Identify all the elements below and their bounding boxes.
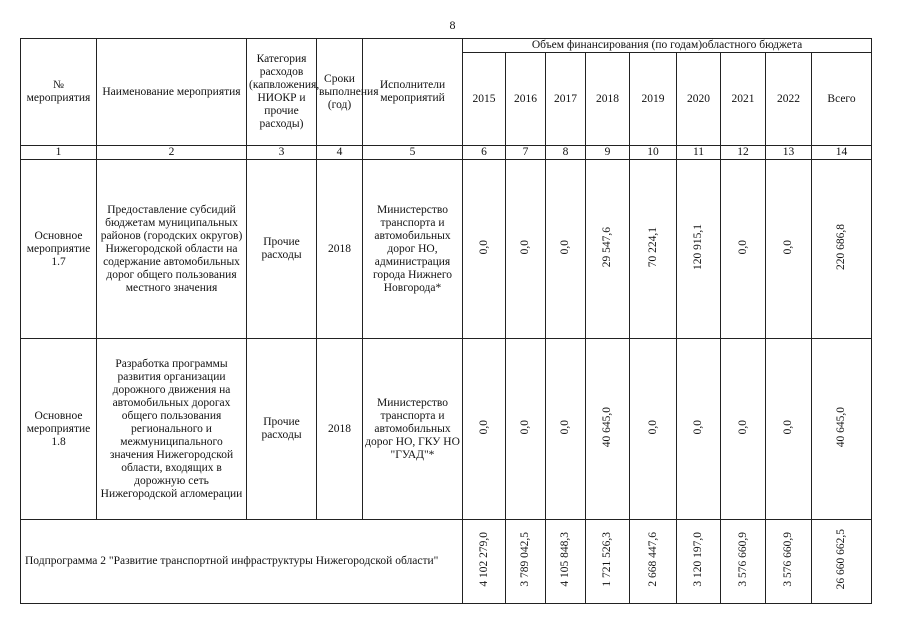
column-number: 11	[677, 146, 721, 160]
header-year: 2020	[677, 53, 721, 146]
row-value: 0,0	[782, 419, 794, 435]
column-number: 4	[317, 146, 363, 160]
row-value: 0,0	[736, 419, 749, 435]
row-name: Разработка программы развития организации дорожного движения на автомобильных дорогах общего пользования регионального и межмуниципального значения Нижегородской области, входящих в дорожную сеть Нижегородской агломерации	[97, 339, 247, 520]
summary-value: 3 576 660,9	[736, 532, 749, 587]
row-value: 29 547,6	[601, 226, 613, 268]
header-col-category: Категория расходов (капвложения, НИОКР и прочие расходы)	[247, 39, 317, 146]
column-number: 7	[506, 146, 546, 160]
column-number: 5	[363, 146, 463, 160]
header-total: Всего	[812, 53, 872, 146]
row-name: Предоставление субсидий бюджетам муниципальных районов (городских округов) Нижегородской области на содержание автомобильных дорог общего пользования местного значения	[97, 160, 247, 339]
header-col-executor: Исполнители мероприятий	[363, 39, 463, 146]
row-value: 120 915,1	[692, 224, 704, 270]
row-total: 220 686,8	[835, 224, 847, 270]
column-number: 8	[546, 146, 586, 160]
header-col-number: № мероприятия	[21, 39, 97, 146]
row-value: 0,0	[736, 239, 749, 255]
summary-value: 2 668 447,6	[646, 532, 659, 587]
column-number-row	[21, 146, 872, 160]
table-row	[21, 339, 872, 520]
row-value: 0,0	[519, 239, 531, 255]
row-category: Прочие расходы	[247, 339, 317, 520]
row-value: 0,0	[692, 419, 704, 435]
summary-row	[21, 520, 872, 604]
header-year: 2015	[463, 53, 506, 146]
row-id: Основное мероприятие 1.7	[21, 160, 97, 339]
financing-table	[20, 38, 872, 604]
column-number: 1	[21, 146, 97, 160]
row-total: 40 645,0	[835, 406, 847, 448]
header-year: 2017	[546, 53, 586, 146]
header-financing: Объем финансирования (по годам)областного бюджета	[463, 39, 872, 53]
column-number: 10	[630, 146, 677, 160]
row-value: 70 224,1	[646, 226, 659, 268]
row-term: 2018	[317, 160, 363, 339]
summary-value: 3 120 197,0	[692, 532, 704, 587]
summary-total: 26 660 662,5	[835, 529, 847, 590]
header-year: 2021	[721, 53, 766, 146]
row-value: 0,0	[559, 239, 571, 255]
column-number: 13	[766, 146, 812, 160]
column-number: 2	[97, 146, 247, 160]
table-row	[21, 160, 872, 339]
summary-value: 1 721 526,3	[601, 532, 613, 587]
summary-value: 3 789 042,5	[519, 532, 531, 587]
row-value: 0,0	[477, 419, 490, 435]
summary-value: 4 105 848,3	[559, 532, 571, 587]
row-value: 0,0	[559, 419, 571, 435]
row-term: 2018	[317, 339, 363, 520]
summary-value: 3 576 660,9	[782, 532, 794, 587]
row-value: 0,0	[519, 419, 531, 435]
page-number: 8	[449, 18, 456, 32]
column-number: 6	[463, 146, 506, 160]
column-number: 12	[721, 146, 766, 160]
column-number: 9	[586, 146, 630, 160]
header-col-name: Наименование мероприятия	[97, 39, 247, 146]
header-year: 2022	[766, 53, 812, 146]
row-value: 0,0	[646, 419, 659, 435]
row-value: 0,0	[477, 239, 490, 255]
row-id: Основное мероприятие 1.8	[21, 339, 97, 520]
header-col-term: Сроки выполнения (год)	[317, 39, 363, 146]
summary-label: Подпрограмма 2 "Развитие транспортной инфраструктуры Нижегородской области"	[21, 520, 463, 604]
header-year: 2019	[630, 53, 677, 146]
row-executor: Министерство транспорта и автомобильных дорог НО, администрация города Нижнего Новгорода*	[363, 160, 463, 339]
row-executor: Министерство транспорта и автомобильных дорог НО, ГКУ НО "ГУАД"*	[363, 339, 463, 520]
column-number: 14	[812, 146, 872, 160]
summary-value: 4 102 279,0	[477, 532, 490, 587]
column-number: 3	[247, 146, 317, 160]
header-year: 2016	[506, 53, 546, 146]
row-value: 0,0	[782, 239, 794, 255]
header-year: 2018	[586, 53, 630, 146]
row-category: Прочие расходы	[247, 160, 317, 339]
row-value: 40 645,0	[601, 406, 613, 448]
